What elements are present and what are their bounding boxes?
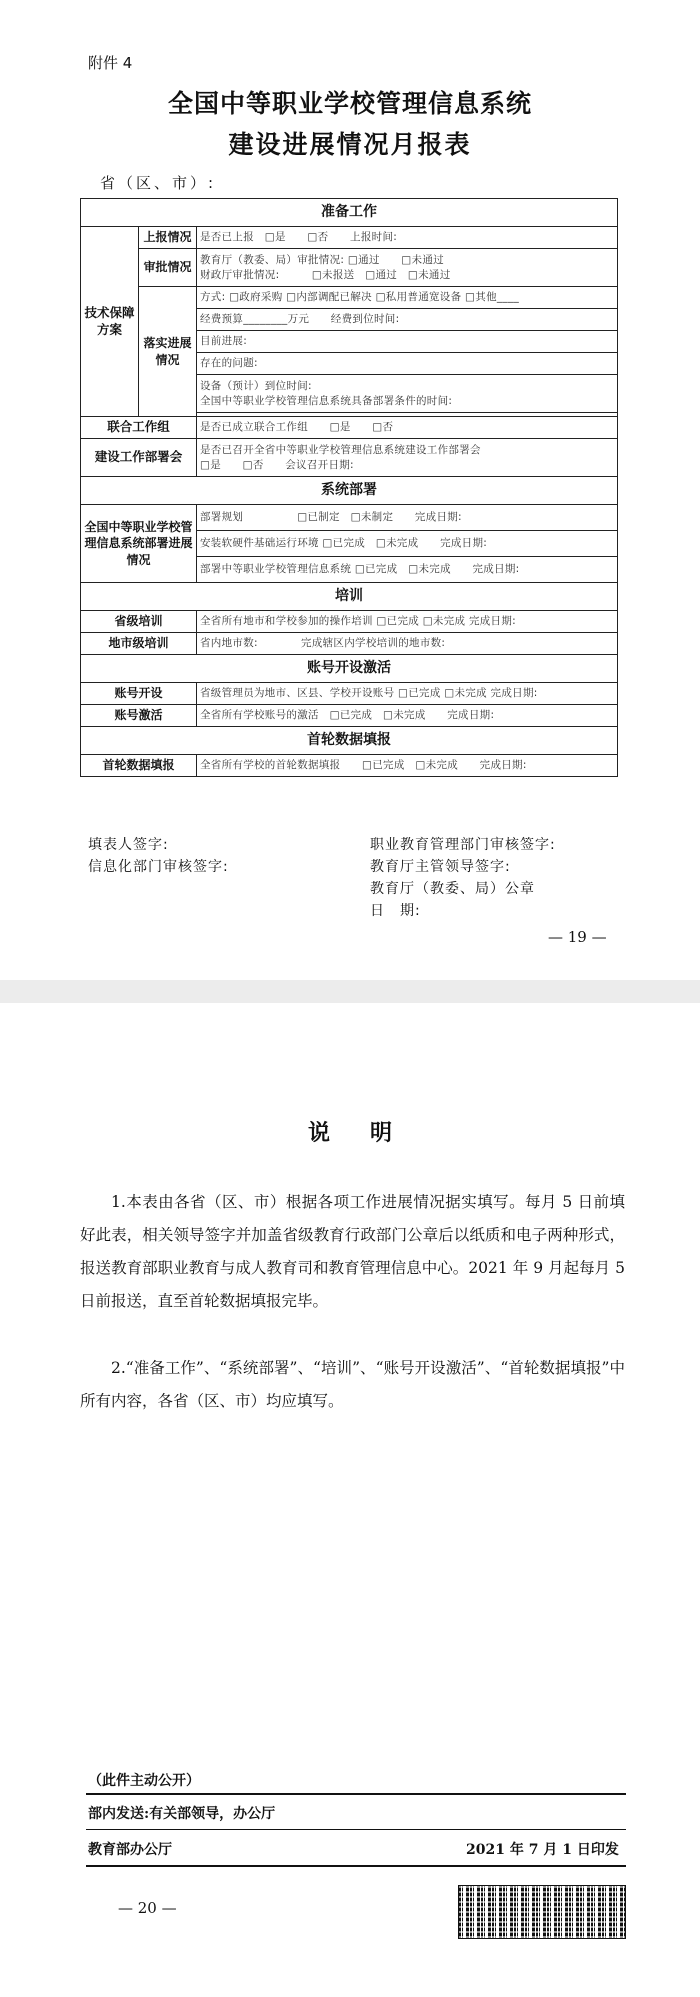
impl-equipment-line1: 设备（预计）到位时间: (200, 380, 312, 393)
section-prep: 准备工作 (81, 199, 618, 227)
page-number-19: — 19 — (548, 928, 607, 946)
account-activate-content: 全省所有学校账号的激活 □已完成 □未完成 完成日期: (197, 705, 618, 727)
rule-bottom (86, 1865, 626, 1867)
city-training-label: 地市级培训 (81, 633, 197, 655)
approve-line1: 教育厅（教委、局）审批情况: □通过 □未通过 (200, 254, 444, 267)
form-title-line1: 全国中等职业学校管理信息系统 (167, 89, 532, 118)
section-training: 培训 (81, 583, 618, 611)
impl-equipment (197, 375, 618, 413)
prov-training-label: 省级培训 (81, 611, 197, 633)
approve-label: 审批情况 (139, 249, 197, 287)
prov-training-content: 全省所有地市和学校参加的操作培训 □已完成 □未完成 完成日期: (197, 611, 618, 633)
print-date: 2021 年 7 月 1 日印发 (466, 1842, 619, 1858)
first-label: 首轮数据填报 (81, 755, 197, 777)
explanation-para1: 1.本表由各省（区、市）根据各项工作进展情况据实填写。每月 5 日前填好此表，相关领导签字并加盖省级教育行政部门公章后以纸质和电子两种形式，报送教育部职业教育与成人教育司和教育管理信息中心。2021 年 9 月起每月 5 日前报送，直至首轮数据填报完毕。 (80, 1193, 625, 1310)
impl-progress: 目前进展: (197, 331, 618, 353)
section-deploy: 系统部署 (81, 477, 618, 505)
seal-line: 教育厅（教委、局）公章 (370, 881, 535, 897)
distribution-line: 部内发送:有关部领导，办公厅 (88, 1806, 276, 1822)
impl-method: 方式: □政府采购 □内部调配已解决 □私用普通宽设备 □其他____ (197, 287, 618, 309)
explanation-heading: 说明 (307, 1120, 432, 1146)
joint-label: 联合工作组 (81, 417, 197, 439)
approve-line2: 财政厅审批情况: □未报送 □通过 □未通过 (200, 268, 451, 281)
deploy-row1: 部署规划 □已制定 □未制定 完成日期: (197, 505, 618, 531)
rule-middle (86, 1829, 626, 1830)
report-content: 是否已上报 □是 □否 上报时间: (197, 227, 618, 249)
meeting-line1: 是否已召开全省中等职业学校管理信息系统建设工作部署会 (200, 444, 481, 457)
meeting-label: 建设工作部署会 (81, 439, 197, 477)
monthly-report-table (80, 198, 618, 777)
city-training-content: 省内地市数: 完成辖区内学校培训的地市数: (197, 633, 618, 655)
impl-equipment-line2: 全国中等职业学校管理信息系统具备部署条件的时间: (200, 394, 453, 407)
section-account: 账号开设激活 (81, 655, 618, 683)
impl-issues: 存在的问题: (197, 353, 618, 375)
deploy-label: 全国中等职业学校管理信息系统部署进展情况 (81, 505, 197, 583)
deploy-row3: 部署中等职业学校管理信息系统 □已完成 □未完成 完成日期: (197, 557, 618, 583)
date-line: 日 期: (370, 903, 421, 919)
joint-content: 是否已成立联合工作组 □是 □否 (197, 417, 618, 439)
report-label: 上报情况 (139, 227, 197, 249)
account-open-label: 账号开设 (81, 683, 197, 705)
meeting-content (197, 439, 618, 477)
account-activate-label: 账号激活 (81, 705, 197, 727)
signature-info-dept: 信息化部门审核签字: (88, 859, 229, 875)
impl-budget: 经费预算________万元 经费到位时间: (197, 309, 618, 331)
issuing-office: 教育部办公厅 (88, 1842, 172, 1858)
rule-top (86, 1793, 626, 1795)
approve-content (197, 249, 618, 287)
public-note: （此件主动公开） (88, 1773, 200, 1789)
page-number-20: — 20 — (118, 1899, 177, 1917)
province-field: 省（区、市）: (100, 174, 217, 192)
section-first: 首轮数据填报 (81, 727, 618, 755)
explanation-para2: 2.“准备工作”、“系统部署”、“培训”、“账号开设激活”、“首轮数据填报”中所有内容，各省（区、市）均应填写。 (80, 1359, 625, 1410)
signature-vocational: 职业教育管理部门审核签字: (370, 837, 556, 853)
signature-leader: 教育厅主管领导签字: (370, 859, 511, 875)
first-content: 全省所有学校的首轮数据填报 □已完成 □未完成 完成日期: (197, 755, 618, 777)
implement-label: 落实进展情况 (139, 287, 197, 417)
annex-label: 附件 4 (88, 54, 133, 72)
deploy-row2: 安装软硬件基础运行环境 □已完成 □未完成 完成日期: (197, 531, 618, 557)
account-open-content: 省级管理员为地市、区县、学校开设账号 □已完成 □未完成 完成日期: (197, 683, 618, 705)
page-20 (0, 1003, 700, 1997)
barcode-image (458, 1885, 626, 1939)
page-19 (0, 0, 700, 980)
tech-plan-label: 技术保障方案 (81, 227, 139, 417)
meeting-line2: □是 □否 会议召开日期: (200, 458, 354, 471)
form-title-line2: 建设进展情况月报表 (228, 130, 472, 159)
signature-filler: 填表人签字: (88, 837, 169, 853)
